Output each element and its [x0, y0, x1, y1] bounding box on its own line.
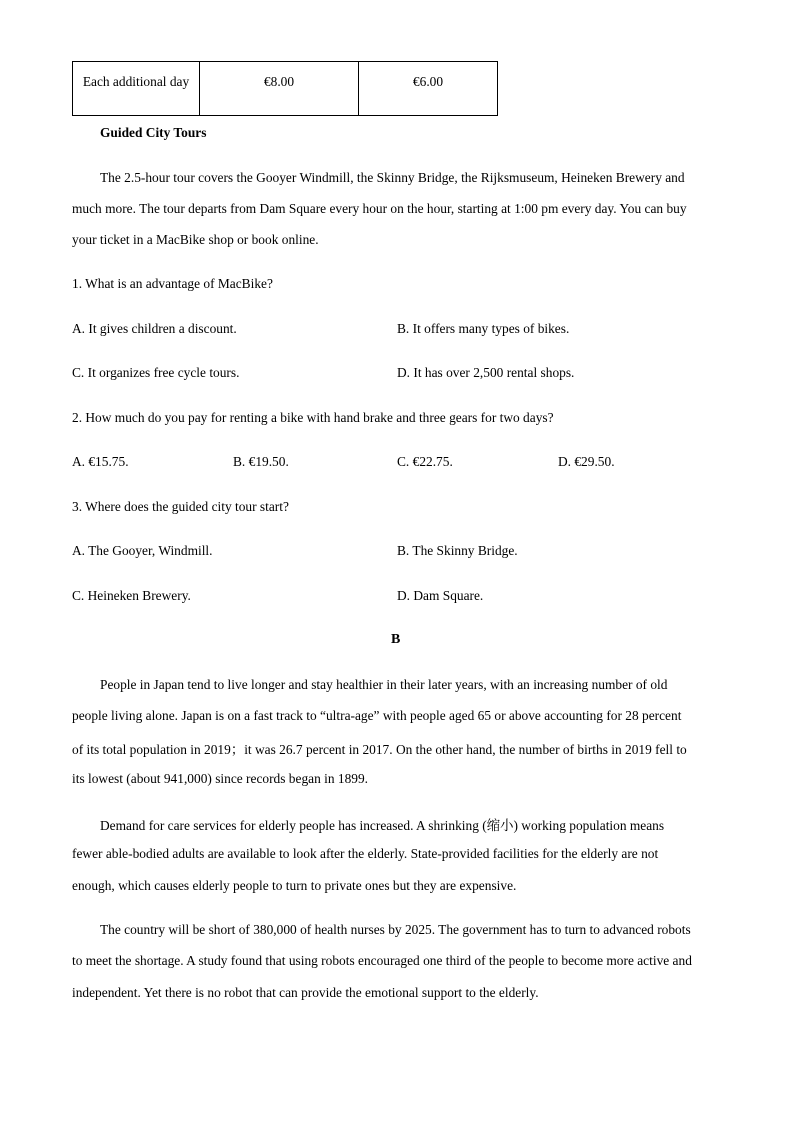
question-stem: 2. How much do you pay for renting a bike with hand brake and three gears for two days? — [72, 410, 554, 425]
paragraph-line: People in Japan tend to live longer and stay healthier in their later years, with an increasing number of old — [100, 677, 668, 692]
table-cell-price: €6.00 — [359, 62, 498, 116]
paragraph-line: of its total population in 2019；it was 26.7 percent in 2017. On the other hand, the number of births in 2019 fell to — [72, 742, 687, 757]
answer-option: C. €22.75. — [397, 454, 453, 469]
paragraph-line: independent. Yet there is no robot that can provide the emotional support to the elderly. — [72, 985, 539, 1000]
answer-option: C. It organizes free cycle tours. — [72, 365, 240, 380]
answer-option: C. Heineken Brewery. — [72, 588, 191, 603]
table-row — [73, 62, 498, 116]
answer-option: B. It offers many types of bikes. — [397, 321, 570, 336]
paragraph-line: fewer able-bodied adults are available to look after the elderly. State-provided facilities for the elderly are not — [72, 846, 659, 861]
paragraph-line: enough, which causes elderly people to turn to private ones but they are expensive. — [72, 878, 517, 893]
answer-option: A. The Gooyer, Windmill. — [72, 543, 213, 558]
question-stem: 3. Where does the guided city tour start? — [72, 499, 289, 514]
answer-option: B. The Skinny Bridge. — [397, 543, 518, 558]
question-stem: 1. What is an advantage of MacBike? — [72, 276, 273, 291]
paragraph-line: The 2.5-hour tour covers the Gooyer Windmill, the Skinny Bridge, the Rijksmuseum, Heineken Brewery and — [100, 170, 685, 185]
table-cell-price: €8.00 — [200, 62, 359, 116]
table-cell-label: Each additional day — [73, 62, 200, 116]
paragraph-line: The country will be short of 380,000 of health nurses by 2025. The government has to turn to advanced robots — [100, 922, 691, 937]
paragraph-line: much more. The tour departs from Dam Square every hour on the hour, starting at 1:00 pm every day. You can buy — [72, 201, 687, 216]
answer-option: A. €15.75. — [72, 454, 129, 469]
price-table — [72, 61, 498, 116]
answer-option: D. It has over 2,500 rental shops. — [397, 365, 575, 380]
paragraph-line: people living alone. Japan is on a fast track to “ultra-age” with people aged 65 or above accounting for 28 percent — [72, 708, 682, 723]
answer-option: D. €29.50. — [558, 454, 615, 469]
section-letter: B — [391, 632, 401, 647]
paragraph-line: to meet the shortage. A study found that using robots encouraged one third of the people to become more active and — [72, 953, 692, 968]
section-heading: Guided City Tours — [100, 125, 207, 140]
answer-option: D. Dam Square. — [397, 588, 484, 603]
answer-option: A. It gives children a discount. — [72, 321, 237, 336]
paragraph-line: your ticket in a MacBike shop or book online. — [72, 232, 319, 247]
paragraph-line: its lowest (about 941,000) since records began in 1899. — [72, 771, 369, 786]
paragraph-line: Demand for care services for elderly people has increased. A shrinking (缩小) working population means — [100, 818, 665, 833]
answer-option: B. €19.50. — [233, 454, 289, 469]
